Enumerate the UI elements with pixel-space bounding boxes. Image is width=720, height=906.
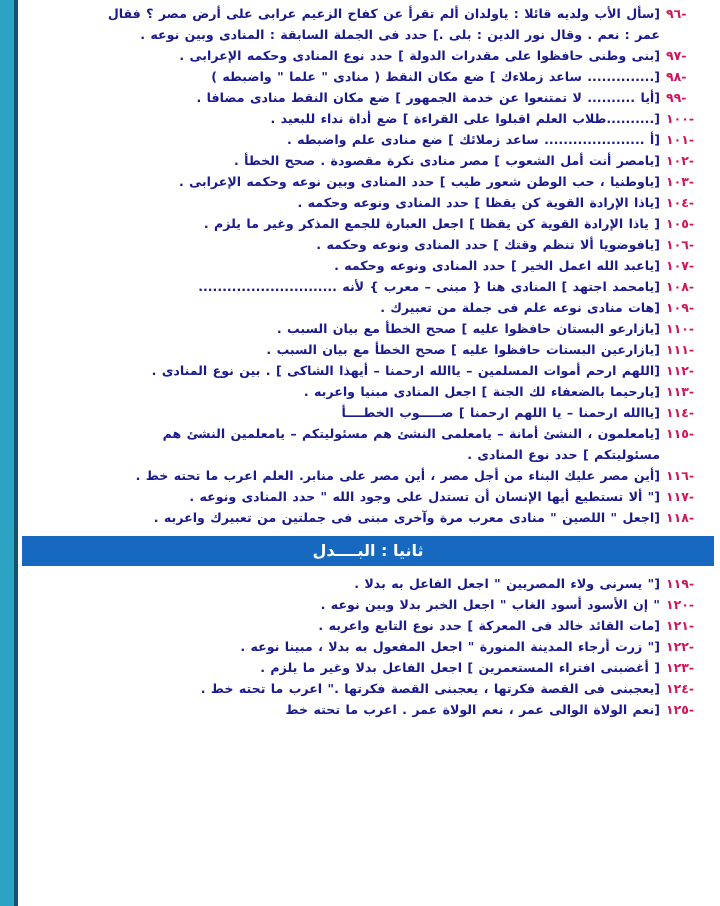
question-text: [أ ..................... ساعد زملائك ] ضع منادى علم واضبطه . — [286, 132, 660, 147]
question-number: -١١٦ — [666, 468, 695, 483]
question-text: [اللهم ارحم أموات المسلمين – ياالله ارحمنا – أيهذا الشاكى ] . بين نوع المنادى . — [151, 363, 660, 378]
question-number: -١٠٩ — [666, 300, 695, 315]
question-number: -١٠٢ — [666, 153, 695, 168]
question-text: [يازارعو البستان حافظوا عليه ] صحح الخطأ مع بيان السبب . — [276, 321, 660, 336]
section-banner-badal: ثانيا : البــــدل — [22, 536, 714, 566]
question-row — [22, 466, 714, 486]
question-row — [22, 679, 714, 699]
question-text: [ياعبد الله اعمل الخير ] حدد المنادى ونوعه وحكمه . — [334, 258, 660, 273]
question-number: -٩٨ — [666, 69, 687, 84]
question-number: -١٢٠ — [666, 597, 695, 612]
question-number: -١١٨ — [666, 510, 695, 525]
question-number: -١١٠ — [666, 321, 695, 336]
question-row — [22, 595, 714, 615]
question-row-continuation — [22, 25, 714, 45]
question-number: -١٢٥ — [666, 702, 695, 717]
question-number: -١٠٠ — [666, 111, 695, 126]
question-row — [22, 277, 714, 297]
question-row — [22, 637, 714, 657]
question-row — [22, 382, 714, 402]
question-number: -١٢٢ — [666, 639, 695, 654]
question-text: [ ياذا الإرادة القوية كن يقظا ] اجعل العبارة للجمع المذكر وغير ما يلزم . — [203, 216, 660, 231]
question-row — [22, 235, 714, 255]
question-number: -١٢٤ — [666, 681, 695, 696]
question-number: -١١٧ — [666, 489, 695, 504]
question-number: -١١٩ — [666, 576, 695, 591]
question-text: [مات القائد خالد فى المعركة ] حدد نوع التابع واعربه . — [318, 618, 660, 633]
questions-list-part-two — [22, 574, 714, 721]
question-text: [.............. ساعد زملاءك ] ضع مكان النقط ( منادى " علما " واضبطه ) — [211, 69, 660, 84]
question-row — [22, 88, 714, 108]
question-text: [يارحيما بالضعفاء لك الجنة ] اجعل المنادى مبنيا واعربه . — [303, 384, 660, 399]
question-text: [يامصر أنت أمل الشعوب ] مصر منادى نكرة مقصودة . صحح الخطأ . — [234, 153, 660, 168]
question-number: -١٠٦ — [666, 237, 695, 252]
question-text: [" زرت أرجاء المدينة المنورة " اجعل المفعول به بدلا ، مبينا نوعه . — [240, 639, 660, 654]
question-number: -١٢٣ — [666, 660, 695, 675]
question-number: -١١٥ — [666, 426, 695, 441]
question-text: [يازارعين البستات حافظوا عليه ] صحح الخطأ مع بيان السبب . — [266, 342, 660, 357]
question-text: [" ألا تستطيع أيها الإنسان أن تستدل على وجود الله " حدد المنادى ونوعه . — [189, 489, 660, 504]
question-row-continuation — [22, 445, 714, 465]
question-number: -٩٧ — [666, 48, 687, 63]
question-text: [ أغضبنى افتراء المستعمرين ] اجعل الفاعل بدلا وغير ما يلزم . — [260, 660, 660, 675]
question-text: عمر : نعم . وقال نور الدين : بلى .] حدد فى الجملة السابقة : المنادى وبين نوعه . — [140, 27, 660, 42]
question-number: -١٠٤ — [666, 195, 695, 210]
question-row — [22, 130, 714, 150]
question-number: -١٠١ — [666, 132, 695, 147]
question-row — [22, 67, 714, 87]
question-row — [22, 700, 714, 720]
question-row — [22, 109, 714, 129]
question-text: [يامحمد اجتهد ] المنادى هنا { مبنى – معرب } لأنه ............................. — [198, 279, 660, 294]
question-row — [22, 298, 714, 318]
question-number: -١٠٥ — [666, 216, 695, 231]
question-number: -١١٢ — [666, 363, 695, 378]
question-number: -١١١ — [666, 342, 695, 357]
question-text: [هات منادى نوعه علم فى جملة من تعبيرك . — [380, 300, 660, 315]
left-decorative-bar — [0, 0, 14, 906]
question-text: [يامعلمون ، النشئ أمانة – يامعلمى النشئ هم مسئوليتكم – يامعلمين النشئ هم — [162, 426, 660, 441]
question-text: [يافوضويا ألا تنظم وقتك ] حدد المنادى ونوعه وحكمه . — [316, 237, 660, 252]
question-row — [22, 172, 714, 192]
question-text: [نعم الولاة الوالى عمر ، نعم الولاة عمر . اعرب ما تحته خط — [285, 702, 660, 717]
question-text: [اجعل " اللصين " منادى معرب مرة وآخرى مبنى فى جملتين من تعبيرك واعربه . — [153, 510, 660, 525]
question-text: [..........طلاب العلم اقبلوا على القراءة ] ضع أداة نداء للبعيد . — [270, 111, 660, 126]
question-row — [22, 319, 714, 339]
question-number: -٩٩ — [666, 90, 687, 105]
question-text: [ياوطنيا ، حب الوطن شعور طيب ] حدد المنادى وبين نوعه وحكمه الإعرابى . — [178, 174, 660, 189]
question-row — [22, 616, 714, 636]
question-text: [ياذا الإرادة القوية كن يقظا ] حدد المنادى ونوعه وحكمه . — [297, 195, 660, 210]
question-row — [22, 214, 714, 234]
question-number: -١٠٧ — [666, 258, 695, 273]
left-decorative-bar-accent — [14, 0, 18, 906]
question-row — [22, 508, 714, 528]
question-text: [" يسرنى ولاء المصريين " اجعل الفاعل به بدلا . — [354, 576, 660, 591]
question-row — [22, 403, 714, 423]
question-number: -١٠٨ — [666, 279, 695, 294]
question-row — [22, 151, 714, 171]
question-text: [ياالله ارحمنا – يا اللهم ارحمنا ] صـــــوب الخطــــأ — [341, 405, 660, 420]
question-row — [22, 340, 714, 360]
question-number: -١٢١ — [666, 618, 695, 633]
question-number: -١٠٣ — [666, 174, 695, 189]
question-number: -٩٦ — [666, 6, 687, 21]
questions-list-part-one — [22, 4, 714, 529]
question-text: مسئوليتكم ] حدد نوع المنادى . — [467, 447, 660, 462]
question-row — [22, 487, 714, 507]
question-row — [22, 193, 714, 213]
question-row — [22, 658, 714, 678]
question-text: [بنى وطنى حافظوا على مقدرات الدولة ] حدد نوع المنادى وحكمه الإعرابى . — [179, 48, 660, 63]
question-row — [22, 4, 714, 24]
question-row — [22, 424, 714, 444]
worksheet-page — [22, 4, 714, 906]
question-number: -١١٣ — [666, 384, 695, 399]
question-text: [سأل الأب ولديه قائلا : ياولدان ألم تقرأ عن كفاح الزعيم عرابى على أرض مصر ؟ فقال — [107, 6, 660, 21]
question-row — [22, 46, 714, 66]
question-row — [22, 361, 714, 381]
question-row — [22, 574, 714, 594]
question-text: " إن الأسود أسود الغاب " اجعل الخبر بدلا وبين نوعه . — [320, 597, 660, 612]
question-row — [22, 256, 714, 276]
question-text: [يعجبنى فى القصة فكرتها ، يعجبنى القصة فكرتها ." اعرب ما تحته خط . — [200, 681, 660, 696]
question-text: [أين مصر عليك البناء من أجل مصر ، أين مصر على منابر. العلم اعرب ما تحته خط . — [135, 468, 660, 483]
question-number: -١١٤ — [666, 405, 695, 420]
question-text: [أيا .......... لا تمتنعوا عن خدمة الجمهور ] ضع مكان النقط منادى مضافا . — [196, 90, 660, 105]
